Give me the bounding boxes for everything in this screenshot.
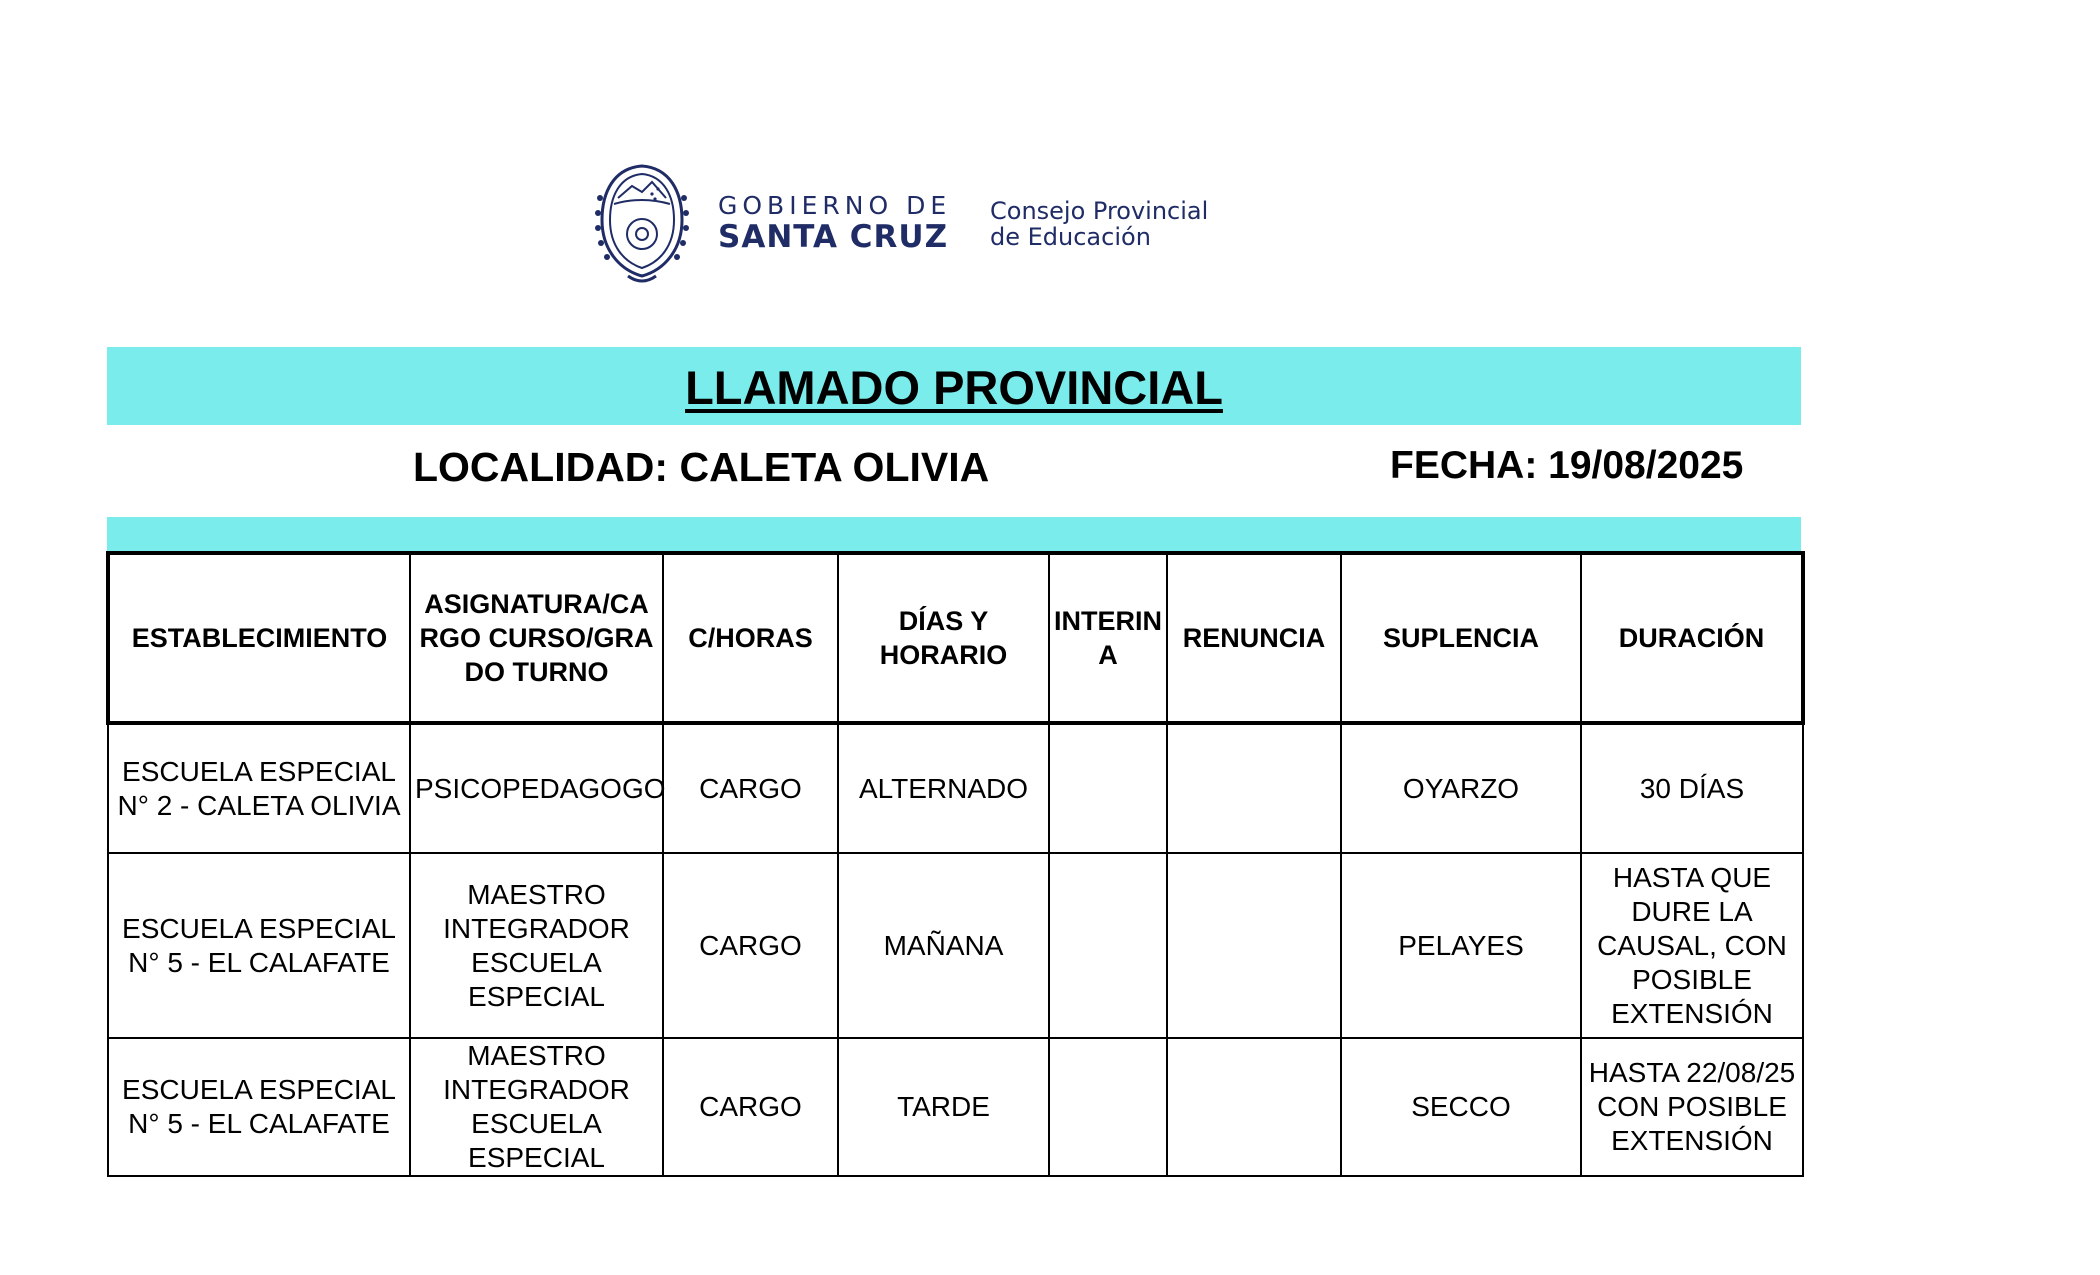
cell-asignatura: MAESTRO INTEGRADOR ESCUELA ESPECIAL bbox=[410, 853, 663, 1038]
localidad-label: LOCALIDAD: CALETA OLIVIA bbox=[413, 444, 990, 490]
header-renuncia: RENUNCIA bbox=[1167, 553, 1341, 723]
cell-dias-horario: MAÑANA bbox=[838, 853, 1049, 1038]
gov-line2: SANTA CRUZ bbox=[718, 219, 949, 255]
header-interina: INTERINA bbox=[1049, 553, 1167, 723]
header-dias-horario: DÍAS Y HORARIO bbox=[838, 553, 1049, 723]
fecha-label: FECHA: 19/08/2025 bbox=[1390, 444, 1744, 487]
government-name bbox=[718, 192, 951, 254]
cell-interina bbox=[1049, 853, 1167, 1038]
table-row bbox=[108, 723, 1803, 853]
cell-duracion: HASTA 22/08/25 CON POSIBLE EXTENSIÓN bbox=[1581, 1038, 1803, 1176]
table-row bbox=[108, 1038, 1803, 1176]
header-duracion: DURACIÓN bbox=[1581, 553, 1803, 723]
table-row bbox=[108, 853, 1803, 1038]
cell-c-horas: CARGO bbox=[663, 723, 838, 853]
gov-line1: GOBIERNO DE bbox=[718, 191, 952, 220]
cell-suplencia: OYARZO bbox=[1341, 723, 1581, 853]
cell-renuncia bbox=[1167, 853, 1341, 1038]
page-title: LLAMADO PROVINCIAL bbox=[685, 361, 1223, 414]
coat-of-arms-icon bbox=[592, 158, 692, 288]
sub-band bbox=[107, 517, 1801, 551]
header-suplencia: SUPLENCIA bbox=[1341, 553, 1581, 723]
cell-establecimiento: ESCUELA ESPECIAL N° 5 - EL CALAFATE bbox=[108, 1038, 410, 1176]
cell-establecimiento: ESCUELA ESPECIAL N° 5 - EL CALAFATE bbox=[108, 853, 410, 1038]
title-band bbox=[107, 347, 1801, 425]
cell-asignatura: PSICOPEDAGOGO bbox=[410, 723, 663, 853]
header-logo-block bbox=[592, 158, 1222, 288]
cell-dias-horario: ALTERNADO bbox=[838, 723, 1049, 853]
cell-c-horas: CARGO bbox=[663, 853, 838, 1038]
cell-duracion: 30 DÍAS bbox=[1581, 723, 1803, 853]
header-c-horas: C/HORAS bbox=[663, 553, 838, 723]
cell-asignatura: MAESTRO INTEGRADOR ESCUELA ESPECIAL bbox=[410, 1038, 663, 1176]
consejo-line2: de Educación bbox=[990, 223, 1151, 251]
positions-table bbox=[106, 551, 1805, 1177]
cell-interina bbox=[1049, 1038, 1167, 1176]
table-header-row bbox=[108, 553, 1803, 723]
cell-establecimiento: ESCUELA ESPECIAL N° 2 - CALETA OLIVIA bbox=[108, 723, 410, 853]
cell-suplencia: PELAYES bbox=[1341, 853, 1581, 1038]
consejo-line1: Consejo Provincial bbox=[990, 197, 1209, 225]
consejo-name bbox=[990, 198, 1208, 250]
cell-duracion: HASTA QUE DURE LA CAUSAL, CON POSIBLE EXTENSIÓN bbox=[1581, 853, 1803, 1038]
cell-renuncia bbox=[1167, 723, 1341, 853]
cell-interina bbox=[1049, 723, 1167, 853]
cell-renuncia bbox=[1167, 1038, 1341, 1176]
cell-dias-horario: TARDE bbox=[838, 1038, 1049, 1176]
cell-suplencia: SECCO bbox=[1341, 1038, 1581, 1176]
header-asignatura: ASIGNATURA/CARGO CURSO/GRADO TURNO bbox=[410, 553, 663, 723]
header-establecimiento: ESTABLECIMIENTO bbox=[108, 553, 410, 723]
cell-c-horas: CARGO bbox=[663, 1038, 838, 1176]
